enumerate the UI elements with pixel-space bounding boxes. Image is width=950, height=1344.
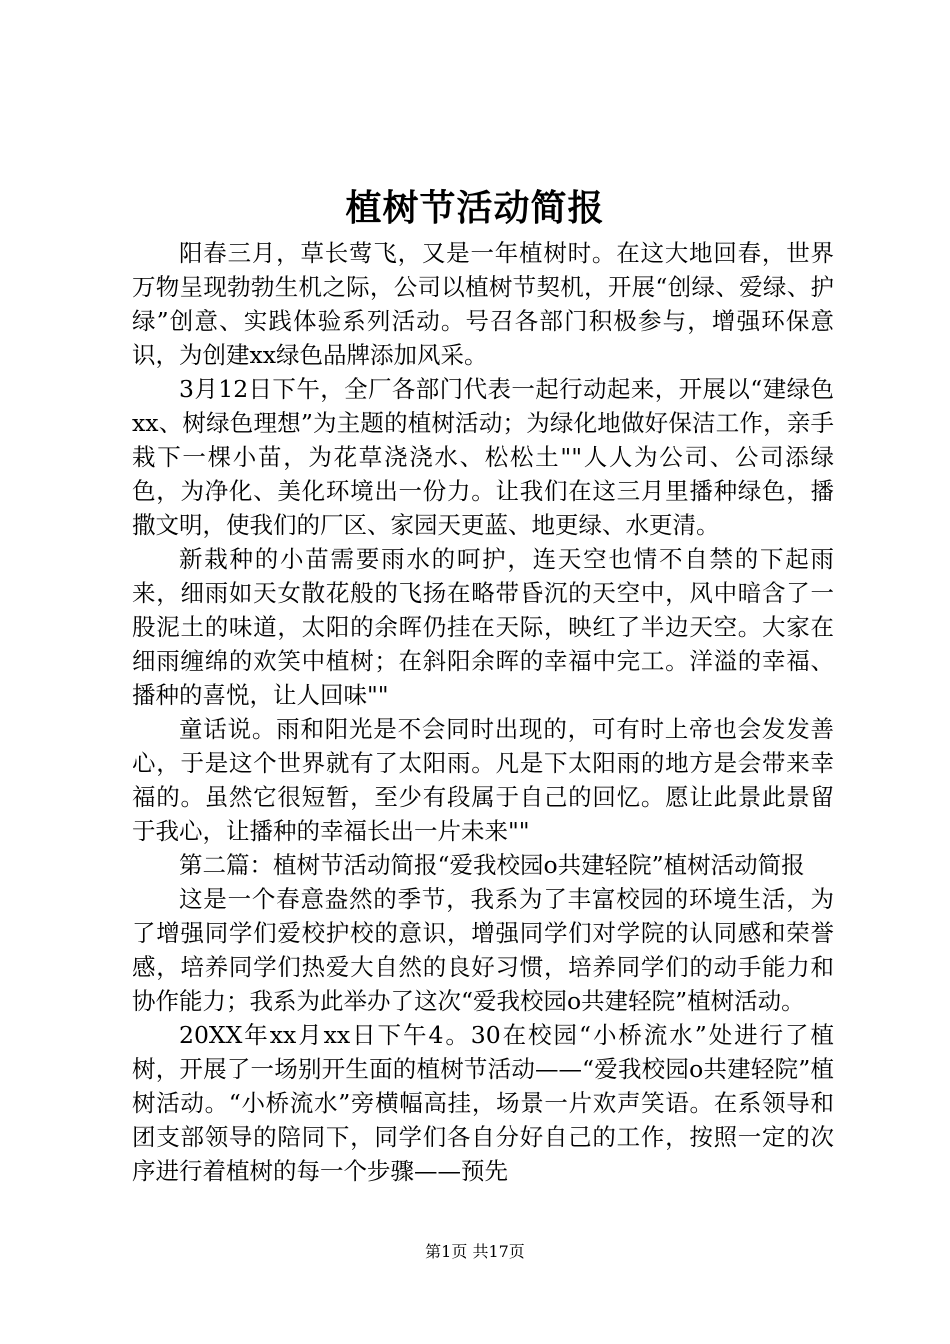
paragraph-4: 童话说。雨和阳光是不会同时出现的，可有时上帝也会发发善心，于是这个世界就有了太阳雨。凡是下太阳雨的地方是会带来幸福的。虽然它很短暂，至少有段属于自己的回忆。愿让此景此景留于我心，让播种的幸福长出一片未来"" — [132, 715, 834, 845]
page-footer: 第1页 共17页 — [425, 1242, 525, 1261]
document-body — [132, 236, 834, 1188]
page-title: 植树节活动简报 — [345, 187, 605, 229]
section-heading-paragraph: 第二篇：植树节活动简报“爱我校园o共建轻院”植树活动简报 — [179, 851, 805, 879]
paragraph-7: 20XX年xx月xx日下午4。30在校园“小桥流水”处进行了植树，开展了一场别开生面的植树节活动——“爱我校园o共建轻院”植树活动。“小桥流水”旁横幅高挂，场景一片欢声笑语。在系领导和团支部领导的陪同下，同学们各自分好自己的工作，按照一定的次序进行着植树的每一个步骤——预先 — [132, 1021, 834, 1185]
paragraph-6: 这是一个春意盎然的季节，我系为了丰富校园的环境生活，为了增强同学们爱校护校的意识，增强同学们对学院的认同感和荣誉感，培养同学们热爱大自然的良好习惯，培养同学们的动手能力和协作能力；我系为此举办了这次“爱我校园o共建轻院”植树活动。 — [132, 885, 834, 1015]
paragraph-1: 阳春三月，草长莺飞，又是一年植树时。在这大地回春，世界万物呈现勃勃生机之际，公司以植树节契机，开展“创绿、爱绿、护绿”创意、实践体验系列活动。号召各部门积极参与，增强环保意识，为创建xx绿色品牌添加风采。 — [132, 239, 834, 369]
paragraph-2: 3月12日下午，全厂各部门代表一起行动起来，开展以“建绿色xx、树绿色理想”为主题的植树活动；为绿化地做好保洁工作，亲手栽下一棵小苗，为花草浇浇水、松松土""人人为公司、公司添绿色，为净化、美化环境出一份力。让我们在这三月里播种绿色，播撒文明，使我们的厂区、家园天更蓝、地更绿、水更清。 — [132, 375, 834, 539]
paragraph-3: 新栽种的小苗需要雨水的呵护，连天空也情不自禁的下起雨来，细雨如天女散花般的飞扬在略带昏沉的天空中，风中暗含了一股泥土的味道，太阳的余晖仍挂在天际，映红了半边天空。大家在细雨缠绵的欢笑中植树；在斜阳余晖的幸福中完工。洋溢的幸福、播种的喜悦，让人回味"" — [132, 545, 834, 709]
